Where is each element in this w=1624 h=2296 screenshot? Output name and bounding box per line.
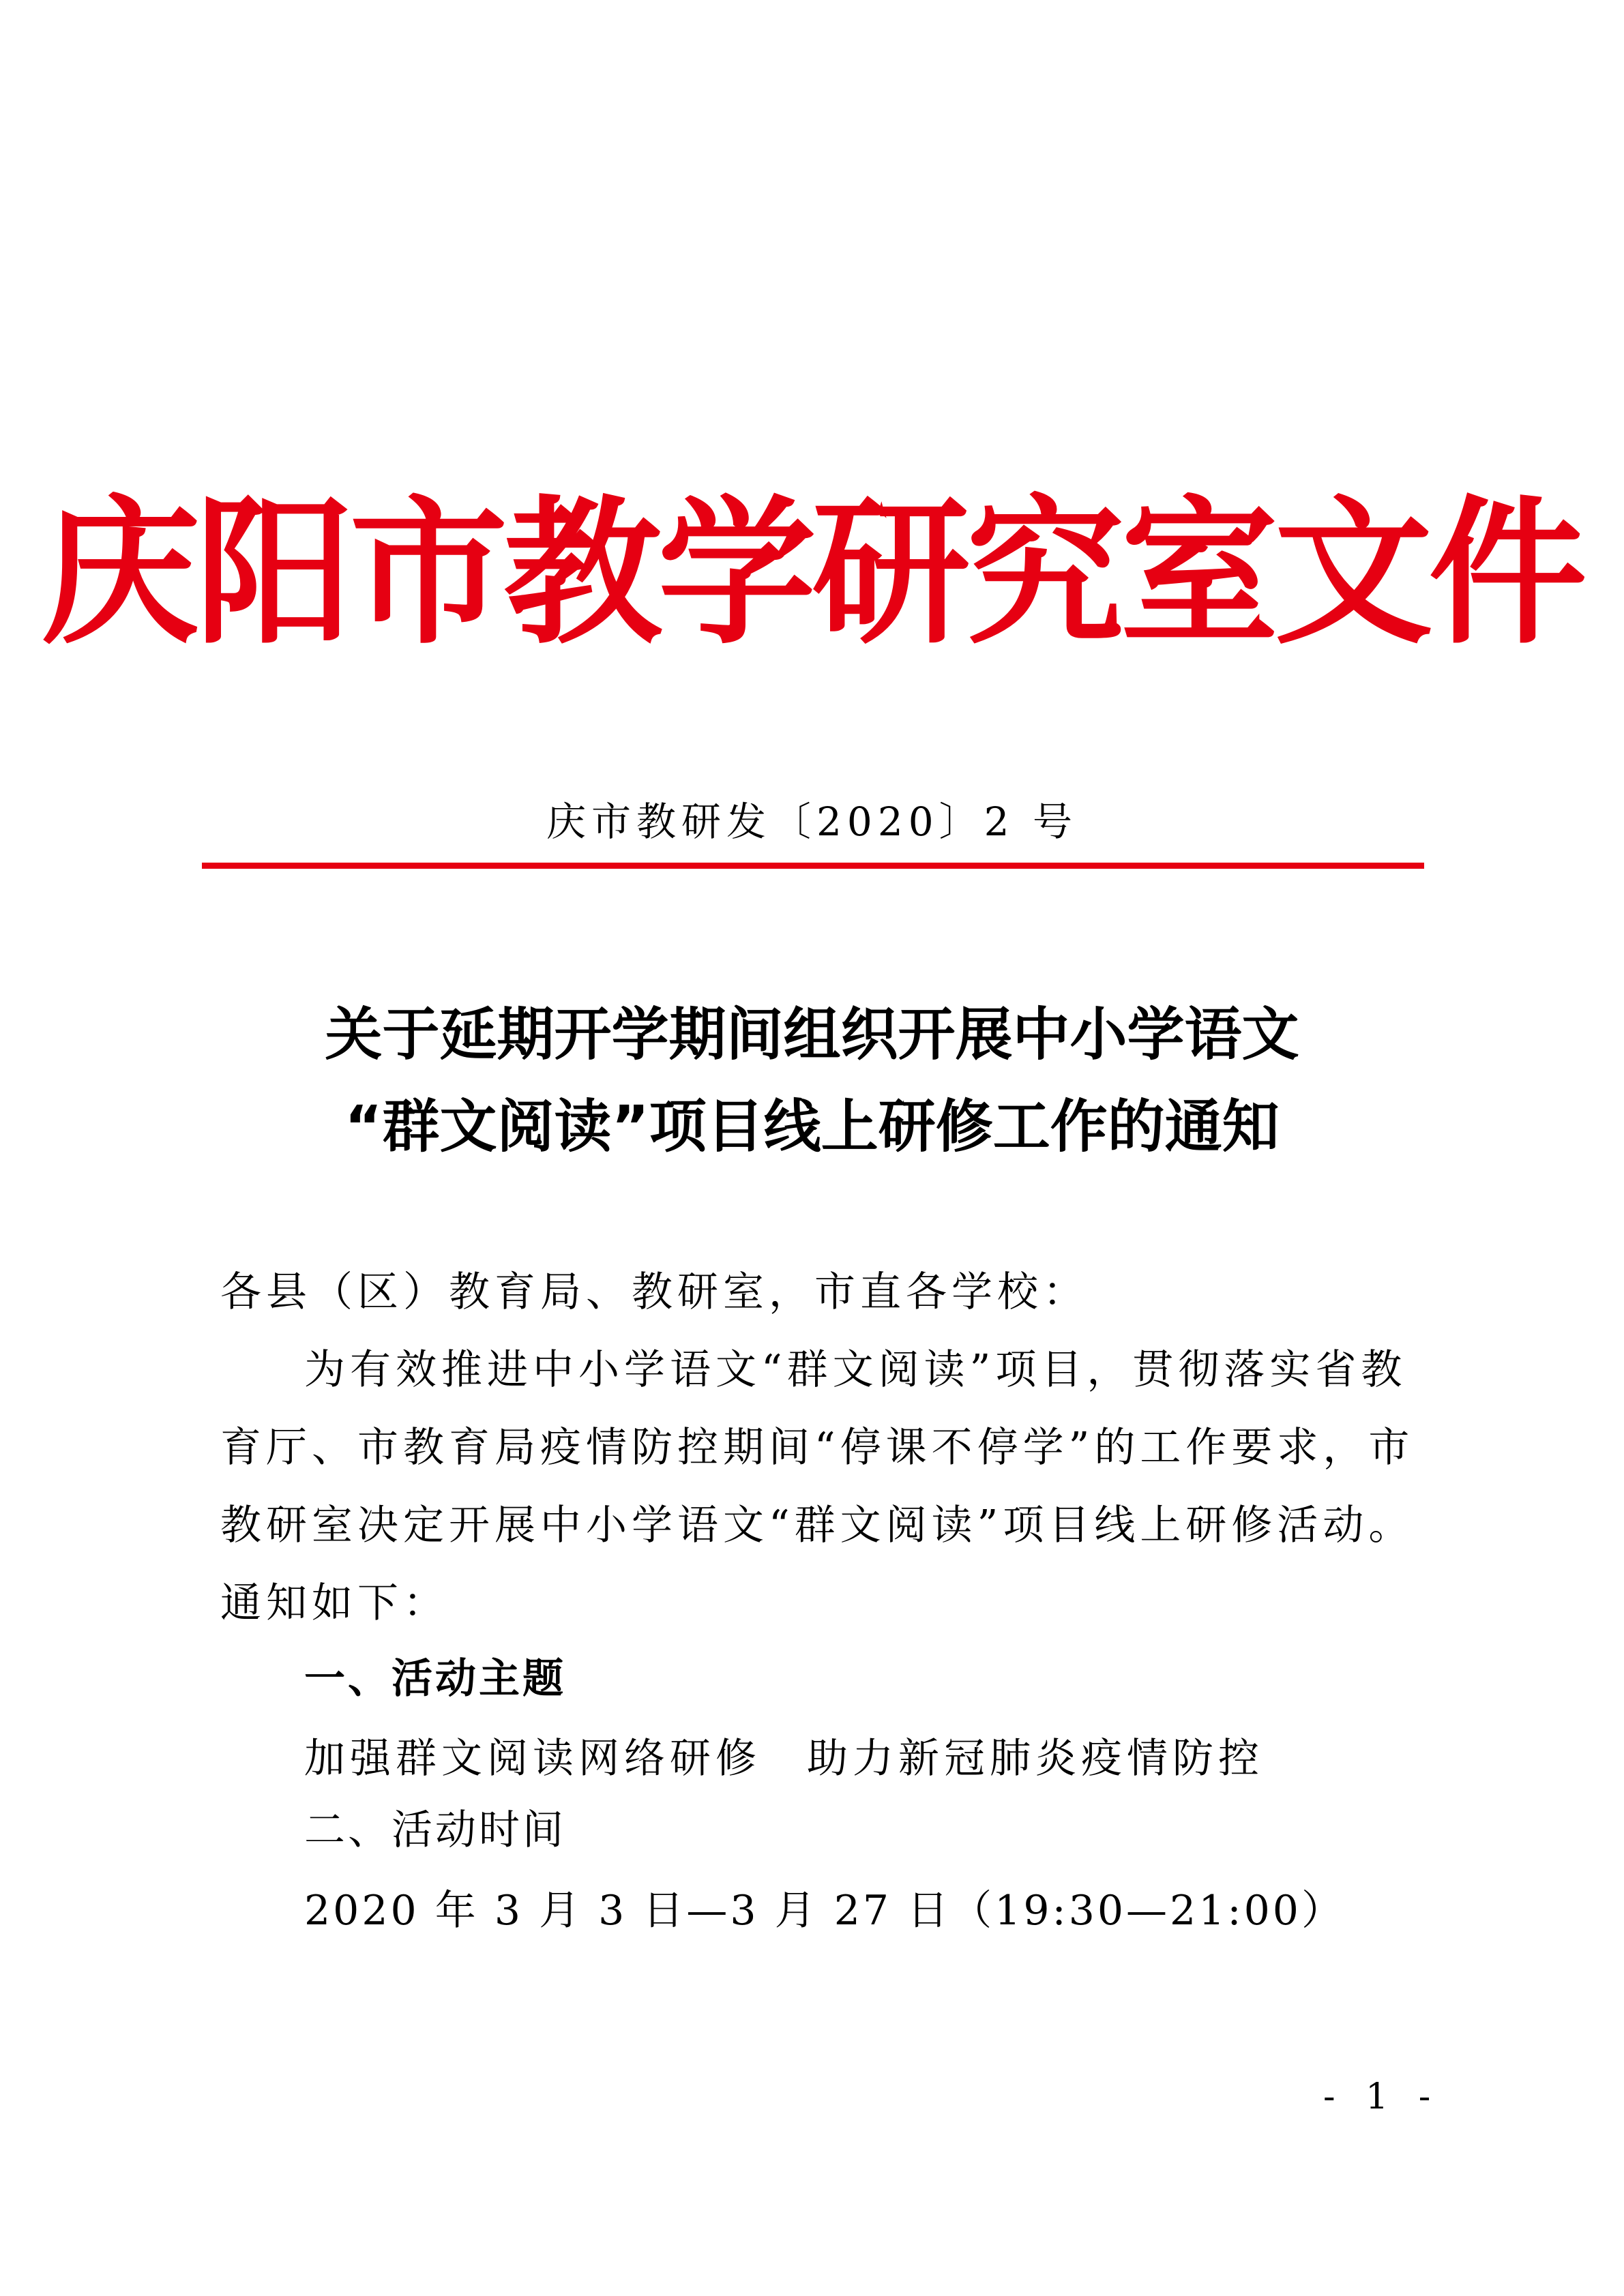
notice-title-line-2: “群文阅读”项目线上研修工作的通知 (344, 1093, 1280, 1160)
section-content-time: 2020 年 3 月 3 日—3 月 27 日（19:30—21:00） (304, 1887, 1345, 1935)
paragraph-line: 教研室决定开展中小学语文“群文阅读”项目线上研修活动。 (220, 1502, 1415, 1549)
masthead-title: 庆阳市教学研究室文件 (41, 479, 1583, 666)
section-heading-time: 二、活动时间 (304, 1806, 566, 1854)
page-number: - 1 - (1323, 2076, 1441, 2117)
notice-title (0, 989, 1624, 1173)
red-divider-rule (202, 863, 1424, 869)
paragraph-line: 通知如下： (220, 1579, 449, 1627)
paragraph-line: 为有效推进中小学语文“群文阅读”项目，贯彻落实省教 (304, 1346, 1407, 1394)
paragraph-line: 育厅、市教育局疫情防控期间“停课不停学”的工作要求，市 (220, 1424, 1415, 1472)
section-heading-theme: 一、活动主题 (304, 1655, 566, 1703)
document-number: 庆市教研发〔2020〕2 号 (546, 799, 1078, 845)
salutation: 各县（区）教育局、教研室，市直各学校： (220, 1268, 1089, 1316)
notice-title-line-1: 关于延期开学期间组织开展中小学语文 (325, 1001, 1299, 1068)
section-content-theme: 加强群文阅读网络研修 助力新冠肺炎疫情防控 (304, 1735, 1264, 1783)
